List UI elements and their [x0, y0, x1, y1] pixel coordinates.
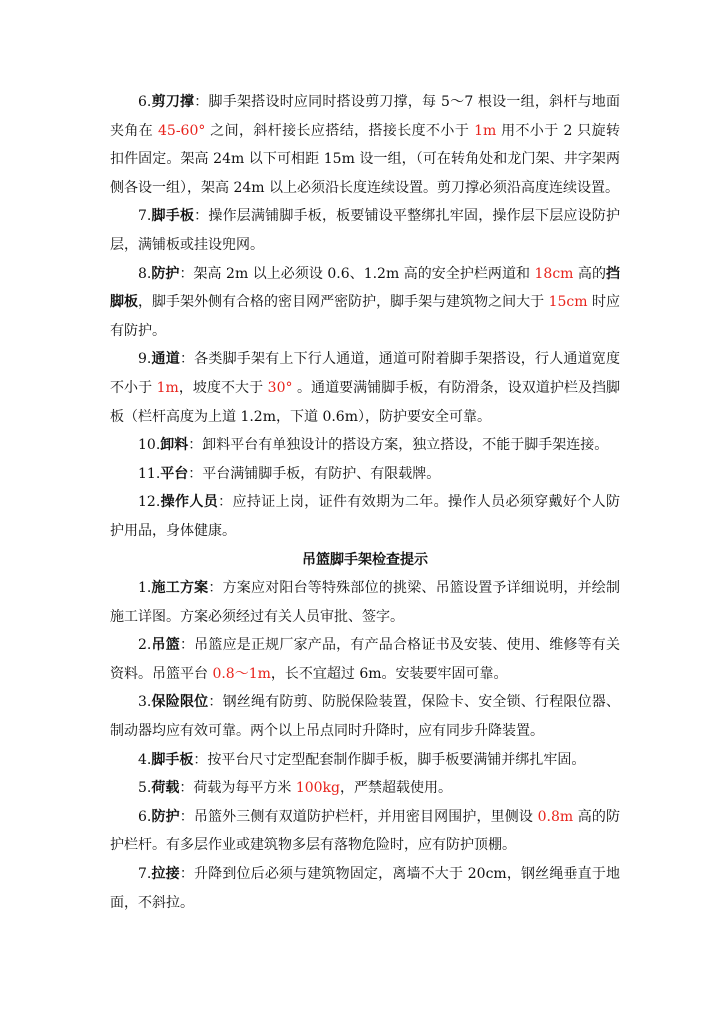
checklist-item [110, 774, 620, 803]
item-title: 保险限位 [151, 694, 209, 711]
highlighted-value: 18cm [534, 265, 574, 282]
highlighted-value: 0.8～1m [212, 665, 271, 682]
checklist-item [110, 688, 620, 745]
checklist-item [110, 746, 620, 775]
item-number: 6. [138, 808, 152, 825]
scaffold-checklist [110, 88, 620, 546]
item-title: 卸料 [160, 437, 189, 454]
item-text: ，脚手架外侧有合格的密目网严密防护，脚手架与建筑物之间大于 [138, 294, 549, 311]
item-title: 防护 [151, 265, 180, 282]
item-number: 7. [138, 866, 152, 883]
checklist-item [110, 260, 620, 346]
item-text: ：平台满铺脚手板，有防护、有限载牌。 [188, 465, 441, 482]
item-title: 脚手板 [151, 208, 195, 225]
checklist-item [110, 488, 620, 545]
checklist-item [110, 803, 620, 860]
item-text: ：荷载为每平方米 [179, 780, 296, 797]
checklist-item [110, 574, 620, 631]
item-number: 11. [138, 465, 161, 482]
section-heading: 吊篮脚手架检查提示 [302, 551, 428, 568]
item-text: 高的防护栏杆。有多层作业或建筑物多层有落物危险时，应有防护顶棚。 [110, 808, 621, 854]
checklist-item [110, 460, 620, 489]
item-text: ：吊篮应是正规厂家产品，有产品合格证书及安装、使用、维修等有关资料。吊篮平台 [110, 637, 621, 682]
item-number: 9. [138, 351, 152, 368]
item-text: ：吊篮外三侧有双道防护栏杆，并用密目网围护，里侧设 [179, 808, 538, 825]
highlighted-value: 30° [267, 379, 293, 396]
highlighted-value: 1m [156, 379, 179, 396]
item-text: ：升降到位后必须与建筑物固定，离墙不大于 20cm，钢丝绳垂直于地面，不斜拉。 [110, 866, 620, 911]
item-title: 拉接 [151, 866, 180, 883]
item-text: ，长不宜超过 6m。安装要牢固可靠。 [270, 665, 508, 682]
checklist-item [110, 860, 620, 917]
checklist-item [110, 88, 620, 202]
highlighted-value: 0.8m [537, 808, 574, 825]
item-number: 4. [138, 751, 152, 768]
item-title: 防护 [151, 808, 180, 825]
checklist-item [110, 345, 620, 431]
item-text: ：方案应对阳台等特殊部位的挑梁、吊篮设置予详细说明，并绘制施工详图。方案必须经过有关人员审批、签字。 [110, 580, 621, 625]
item-number: 7. [138, 208, 152, 225]
basket-scaffold-checklist [110, 574, 620, 917]
item-title: 通道 [151, 351, 180, 368]
item-text: 时应有防护。 [110, 294, 621, 339]
item-number: 12. [138, 494, 161, 511]
item-text: ：钢丝绳有防剪、防脱保险装置，保险卡、安全锁、行程限位器、制动器均应有效可靠。两个以上吊点同时升降时，应有同步升降装置。 [110, 694, 621, 740]
document-body [110, 88, 620, 917]
item-number: 1. [138, 580, 152, 597]
item-title: 平台 [160, 465, 189, 482]
highlighted-value: 1m [474, 122, 497, 139]
item-text: ，坡度不大于 [178, 379, 268, 396]
item-number: 6. [138, 94, 152, 110]
checklist-item [110, 631, 620, 688]
item-number: 5. [138, 780, 152, 797]
item-title: 吊篮 [151, 637, 180, 654]
highlighted-value: 45-60° [158, 122, 206, 139]
highlighted-value: 100kg [295, 780, 340, 797]
item-title: 脚手板 [151, 751, 194, 768]
highlighted-value: 15cm [548, 294, 588, 311]
item-text: 高的 [573, 265, 607, 282]
item-text: ：各类脚手架有上下行人通道，通道可附着脚手架搭设，行人通道宽度不小于 [110, 351, 621, 396]
item-text: 。通道要满铺脚手板，有防滑条，设双道护栏及挡脚板（栏杆高度为上道 1.2m，下道 0.6m），防护要安全可靠。 [110, 379, 621, 425]
item-number: 3. [138, 694, 152, 711]
item-title: 荷载 [151, 780, 180, 797]
item-text: ：应持证上岗，证件有效期为二年。操作人员必须穿戴好个人防护用品，身体健康。 [110, 494, 621, 539]
item-text: ：卸料平台有单独设计的搭设方案，独立搭设，不能于脚手架连接。 [188, 437, 609, 454]
item-text: ：按平台尺寸定型配套制作脚手板，脚手板要满铺并绑扎牢固。 [193, 751, 586, 768]
item-text: ：操作层满铺脚手板，板要铺设平整绑扎牢固，操作层下层应设防护层，满铺板或挂设兜网。 [110, 208, 621, 253]
emphasized-term: 挡脚板 [110, 265, 621, 311]
item-number: 8. [138, 265, 152, 282]
item-title: 剪刀撑 [151, 94, 195, 110]
item-text: ：架高 2m 以上必须设 0.6、1.2m 高的安全护栏两道和 [179, 265, 535, 282]
checklist-item [110, 431, 620, 460]
item-title: 操作人员 [160, 494, 219, 511]
item-text: 之间，斜杆接长应搭结，搭接长度不小于 [205, 122, 475, 139]
item-number: 10. [138, 437, 161, 454]
item-text: ，严禁超载使用。 [339, 780, 452, 797]
item-text: 用不小于 2 只旋转扣件固定。架高 24m 以下可相距 15m 设一组，（可在转角处和龙门架、井字架两侧各设一组），架高 24m 以上必须沿长度连续设置。剪刀撑必须沿高度连续设置。 [110, 122, 621, 196]
item-number: 2. [138, 637, 152, 654]
checklist-item [110, 202, 620, 259]
item-title: 施工方案 [151, 580, 209, 597]
item-text: ：脚手架搭设时应同时搭设剪刀撑，每 5～7 根设一组，斜杆与地面夹角在 [110, 94, 620, 139]
